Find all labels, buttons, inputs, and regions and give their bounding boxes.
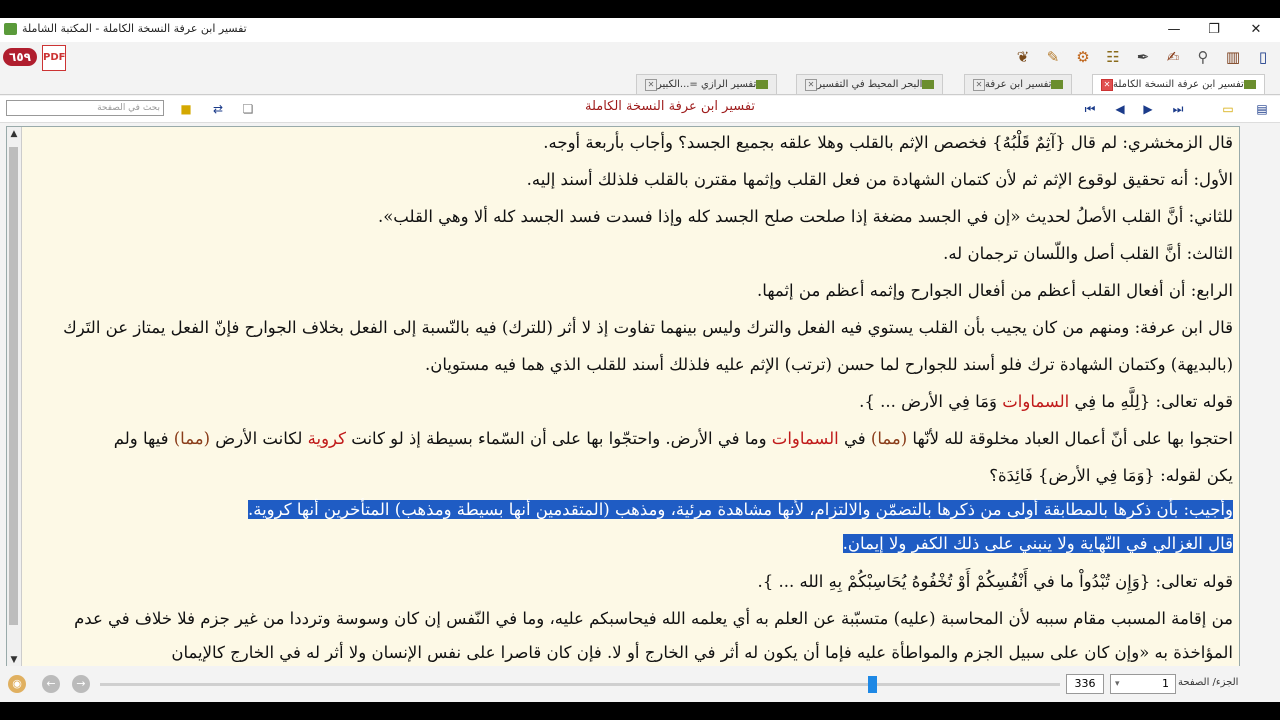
text-span: فيها ولم [113, 429, 174, 448]
verse-text: قوله تعالى: {لِلَّهِ ما فِي [1069, 392, 1233, 411]
tab-ibn-arafa[interactable] [964, 74, 1072, 94]
next-page-icon[interactable]: ▶ [1143, 102, 1153, 116]
tab-label: تفسير ابن عرفة النسخة الكاملة [1113, 79, 1244, 90]
first-page-icon[interactable]: ⏮ [1084, 102, 1096, 116]
tab-label: تفسير الرازي =...الكبير [657, 79, 757, 90]
last-page-icon[interactable]: ⏭ [1172, 102, 1184, 116]
tab-razi[interactable] [636, 74, 777, 94]
maximize-button[interactable]: ❐ [1208, 22, 1220, 37]
verse-line: قوله تعالى: {وَإِن تُبْدُواْ ما في أَنْفُسِكُمْ أَوْ تُخْفُوهُ يُحَاسِبْكُمْ بِهِ الله ... }. [757, 572, 1233, 591]
verse-text: وَمَا فِي الأرض ... }. [859, 392, 1003, 411]
selected-text-line[interactable] [843, 528, 1233, 560]
previous-page-icon[interactable]: ◀ [1115, 102, 1125, 116]
text-selection[interactable]: وأجيب: بأن ذكرها بالمطابقة أولى من ذكرها بالتضمّن والالتزام، لأنها مشاهدة مرئية، ومذهب (المتقدمين أنها بسيطة ومذهب) المتأخرين أنها كروية. [247, 500, 1233, 519]
panel-toggle-icon[interactable]: ▤ [1256, 102, 1268, 116]
text-line: من إقامة المسبب مقام سببه لأن المحاسبة (عليه) متسبّبة عن العلم به أي يعلمه الله فيحاسبكم عليه، وما في النّفس إن كان وسوسة وترددا من غير جزم فلا خلاف في عدم [74, 609, 1233, 628]
leaf-icon[interactable]: ❦ [1016, 48, 1030, 66]
pdf-icon[interactable]: PDF [42, 45, 66, 71]
book-page [6, 126, 1240, 668]
page-slider[interactable] [100, 683, 1060, 686]
forward-icon[interactable]: → [72, 675, 90, 693]
scroll-down-icon[interactable]: ▼ [10, 655, 18, 665]
book-title: تفسير ابن عرفة النسخة الكاملة [584, 99, 756, 114]
minimize-button[interactable]: — [1167, 22, 1181, 37]
edit-note-icon[interactable]: ✎ [1046, 48, 1060, 66]
verse-line [859, 386, 1233, 418]
text-span: في [838, 429, 871, 448]
close-tab-icon[interactable]: ✕ [805, 79, 817, 91]
highlighted-word: السماوات [1002, 392, 1070, 411]
close-tab-icon[interactable]: ✕ [1101, 79, 1113, 91]
text-line: الرابع: أن أفعال القلب أعظم من أفعال الجوارح وإثمه أعظم من إثمها. [757, 281, 1233, 300]
scroll-thumb[interactable] [9, 147, 18, 625]
text-line: الثالث: أنَّ القلب أصل واللّسان ترجمان له. [943, 244, 1233, 263]
open-book-icon[interactable]: ▯ [1258, 48, 1268, 66]
library-icon[interactable]: ▥ [1225, 48, 1241, 66]
tab-bahr-muhit[interactable] [796, 74, 943, 94]
vertical-scrollbar[interactable] [7, 127, 22, 667]
marked-word: (مما) [173, 429, 211, 448]
title-bar [0, 18, 1280, 42]
text-selection[interactable]: قال الغزالي في النّهاية ولا ينبني على ذلك الكفر ولا إيمان. [842, 534, 1233, 553]
part-value: 1 [1162, 677, 1169, 690]
part-page-label: الجزء/ الصفحة [1178, 677, 1239, 688]
chevron-down-icon: ▾ [1115, 679, 1120, 689]
highlighted-word: السماوات [771, 429, 839, 448]
text-line: المؤاخذة به «وإن كان على سبيل الجزم والمواطأة عليه فإما أن يكون له أثر في الخارج أو لا. فإن كان قاصرا على نفس الإنسان ولا أثر له في الخارج كالإيمان [171, 643, 1233, 662]
note-icon[interactable]: ◉ [8, 675, 26, 693]
selected-text-line[interactable] [248, 494, 1233, 526]
tree-icon[interactable]: ☷ [1106, 48, 1120, 66]
book-icon [1244, 80, 1256, 89]
tab-bar [0, 74, 1280, 95]
close-button[interactable]: ✕ [1250, 22, 1262, 37]
pen-icon[interactable]: ✒ [1136, 48, 1150, 66]
toolbar [0, 42, 1280, 72]
sync-icon[interactable]: ⇄ [212, 102, 224, 116]
text-line: للثاني: أنَّ القلب الأصلُ لحديث «إن في الجسد مضغة إذا صلحت صلح الجسد كله وإذا فسدت فسد الجسد كله ألا وهي القلب». [377, 207, 1233, 226]
text-line: (بالبديهة) وكتمان الشهادة ترك فلو أسند للجوارح لما حسن (ترتب) الإثم عليه فلذلك أسند للقلب الذي هما فيه مستويان. [425, 355, 1233, 374]
status-bar [0, 666, 1280, 702]
close-tab-icon[interactable]: ✕ [973, 79, 985, 91]
text-line: يكن لقوله: {وَمَا فِي الأرض} فَائِدَة؟ [989, 466, 1233, 485]
tab-label: تفسير ابن عرفة [985, 79, 1052, 90]
book-edit-icon[interactable]: ✍ [1166, 48, 1180, 66]
highlighted-word: كروية [307, 429, 346, 448]
text-line: قال ابن عرفة: ومنهم من كان يجيب بأن القلب يستوي فيه الفعل والترك وليس بينهما تفاوت إذ لا أثر (للترك) فيه بالنّسبة إلى الفعل بخلاف الجوارح فإنّ الفعل يمتاز عن التَرك [63, 318, 1233, 337]
navigation-bar [0, 96, 1280, 123]
text-span: احتجوا بها على أنّ أعمال العباد مخلوقة لله لأنّها [907, 429, 1233, 448]
text-line: قال الزمخشري: لم قال {آثِمٌ قَلْبُهُ} فخصص الإثم بالقلب وهلا علقه بجميع الجسد؟ وأجاب بأربعة أوجه. [543, 133, 1233, 152]
text-span: وما في الأرض. واحتجّوا بها على أن السّماء بسيطة إذ لو كانت [346, 429, 772, 448]
folder-icon[interactable]: ▭ [1222, 102, 1234, 116]
scroll-up-icon[interactable]: ▲ [10, 129, 18, 139]
page-number-field[interactable]: 336 [1066, 674, 1104, 694]
app-icon [4, 23, 17, 35]
part-select[interactable] [1110, 674, 1176, 694]
window-title: تفسير ابن عرفة النسخة الكاملة - المكتبة الشاملة [22, 22, 247, 35]
highlight-icon[interactable]: ■ [180, 102, 192, 116]
tab-label: البحر المحيط في التفسير [817, 79, 923, 90]
gear-icon[interactable]: ⚙ [1076, 48, 1090, 66]
book-icon [756, 80, 768, 89]
close-tab-icon[interactable]: ✕ [645, 79, 657, 91]
text-line: الأول: أنه تحقيق لوقوع الإثم ثم لأن كتمان الشهادة من فعل القلب وإثمها مقترن بالقلب فلذلك أسند إليه. [526, 170, 1233, 189]
page-number-badge[interactable]: ٦٥٩ [3, 48, 37, 66]
text-line [114, 423, 1233, 455]
tab-ibn-arafa-full[interactable] [1092, 74, 1265, 94]
copy-icon[interactable]: ❏ [242, 102, 254, 116]
book-icon [922, 80, 934, 89]
text-span: لكانت الأرض [210, 429, 308, 448]
back-icon[interactable]: ← [42, 675, 60, 693]
book-icon [1051, 80, 1063, 89]
page-slider-thumb[interactable] [868, 676, 877, 693]
marked-word: (مما) [870, 429, 908, 448]
page-search-input[interactable]: بحث في الصفحة [6, 100, 164, 116]
search-icon[interactable]: ⚲ [1197, 48, 1209, 66]
app-window [0, 18, 1280, 702]
